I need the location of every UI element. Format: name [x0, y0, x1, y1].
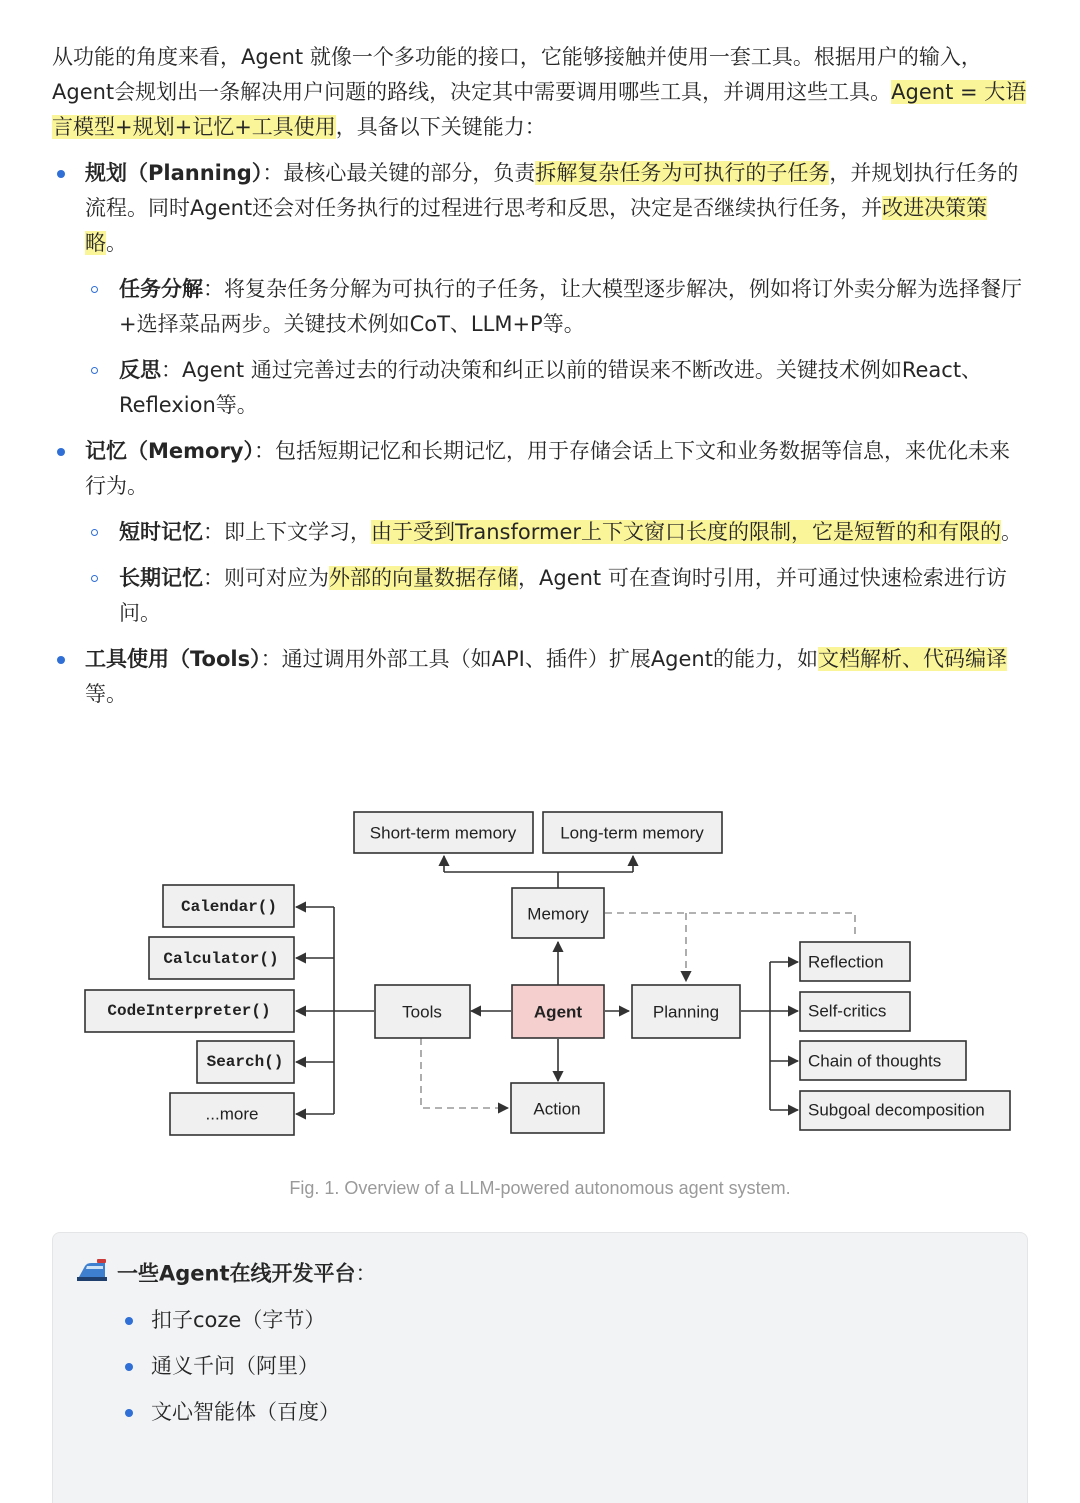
memory-sublist: [52, 515, 1028, 631]
task-decomposition-text: ：将复杂任务分解为可执行的子任务，让大模型逐步解决，例如将订外卖分解为选择餐厅+选择菜品两步。关键技术例如CoT、LLM+P等。: [119, 277, 1022, 336]
long-term-highlight: 外部的向量数据存储: [329, 566, 518, 590]
tools-text-end: 等。: [85, 682, 127, 706]
agent-label: Agent: [533, 1002, 583, 1022]
planning-text: ：最核心最关键的部分，负责: [262, 161, 536, 185]
list-item-memory: [52, 434, 1028, 504]
memory-title: 记忆（Memory）: [85, 439, 254, 463]
self-critics-label: Self-critics: [808, 1001, 887, 1021]
callout-colon: ：: [355, 1261, 377, 1286]
long-term-text: ：则可对应为: [203, 566, 329, 590]
intro-text-end: ，具备以下关键能力：: [335, 115, 546, 139]
short-term-title: 短时记忆: [119, 520, 203, 544]
list-item-long-term-memory: [85, 561, 1028, 631]
long-term-memory-label: Long-term memory: [560, 823, 704, 843]
reflection-title: 反思: [119, 358, 161, 382]
more-label: ...more: [205, 1104, 259, 1124]
long-term-end: ，Agent 可在查询时引用，并可通过快速检索进行访问。: [119, 566, 1007, 625]
tools-text: ：通过调用外部工具（如API、插件）扩展Agent的能力，如: [260, 647, 818, 671]
intro-paragraph: [52, 40, 1028, 145]
tools-label: Tools: [402, 1002, 442, 1022]
short-term-memory-label: Short-term memory: [369, 823, 517, 843]
reflection-text: ：Agent 通过完善过去的行动决策和纠正以前的错误来不断改进。关键技术例如React、Reflexion等。: [119, 358, 983, 417]
capabilities-list: [52, 156, 1028, 712]
calculator-label: Calculator(): [163, 950, 279, 968]
long-term-title: 长期记忆: [119, 566, 203, 590]
platform-list: [121, 1303, 340, 1441]
platform-item-coze: 扣子coze（字节）: [121, 1303, 340, 1338]
callout-heading: [75, 1257, 377, 1292]
platform-item-tongyi: 通义千问（阿里）: [121, 1349, 340, 1384]
edge-tools-action-dashed: [421, 1038, 508, 1108]
calendar-label: Calendar(): [180, 898, 278, 916]
tools-title: 工具使用（Tools）: [85, 647, 261, 671]
planning-label: Planning: [652, 1002, 720, 1022]
list-item-reflection: [85, 353, 1028, 423]
figure-caption: Fig. 1. Overview of a LLM-powered autonomous agent system.: [289, 1178, 791, 1198]
agent-system-diagram: [80, 803, 1015, 1143]
list-item-short-term-memory: [85, 515, 1028, 550]
list-item-planning: [52, 156, 1028, 261]
intro-highlight: Agent = 大语言模型+规划+记忆+工具使用: [52, 80, 1027, 139]
chain-of-thoughts-label: Chain of thoughts: [808, 1051, 942, 1071]
subgoal-decomposition-label: Subgoal decomposition: [808, 1100, 985, 1120]
planning-highlight-2: 改进决策策略: [85, 196, 988, 255]
list-item-tools: [52, 642, 1028, 712]
platforms-callout: [52, 1232, 1028, 1503]
search-label: Search(): [206, 1053, 284, 1071]
planning-title: 规划（Planning）: [85, 161, 263, 185]
action-label: Action: [533, 1099, 581, 1119]
planning-text-end: 。: [106, 231, 127, 255]
article-content: [52, 40, 1028, 712]
planning-text-mid: ，并规划执行任务的流程。同时Agent还会对任务执行的过程进行思考和反思，决定是否继续执行任务，并: [85, 161, 1019, 220]
memory-label: Memory: [527, 904, 589, 924]
list-item-task-decomposition: [85, 272, 1028, 342]
planning-highlight-1: 拆解复杂任务为可执行的子任务: [535, 161, 830, 185]
memory-text: ：包括短期记忆和长期记忆，用于存储会话上下文和业务数据等信息，来优化未来行为。: [85, 439, 1010, 498]
short-term-end: 。: [1001, 520, 1023, 544]
planning-sublist: [52, 272, 1028, 423]
intro-text: 从功能的角度来看，Agent 就像一个多功能的接口，它能够接触并使用一套工具。根据用户的输入，Agent会规划出一条解决用户问题的路线，决定其中需要调用哪些工具，并调用这些工具。: [52, 45, 982, 104]
short-term-highlight: 由于受到Transformer上下文窗口长度的限制，它是短暂的和有限的: [371, 520, 1002, 544]
reflection-label: Reflection: [808, 952, 884, 972]
iron-icon: [75, 1257, 109, 1292]
edge-memory-reflection-dashed: [605, 913, 855, 934]
code-interpreter-label: CodeInterpreter(): [107, 1002, 271, 1020]
tools-highlight: 文档解析、代码编译: [817, 647, 1007, 671]
platform-item-wenxin: 文心智能体（百度）: [121, 1395, 340, 1430]
task-decomposition-title: 任务分解: [119, 277, 203, 301]
short-term-text: ：即上下文学习，: [203, 520, 371, 544]
callout-title: 一些Agent在线开发平台: [117, 1261, 356, 1286]
